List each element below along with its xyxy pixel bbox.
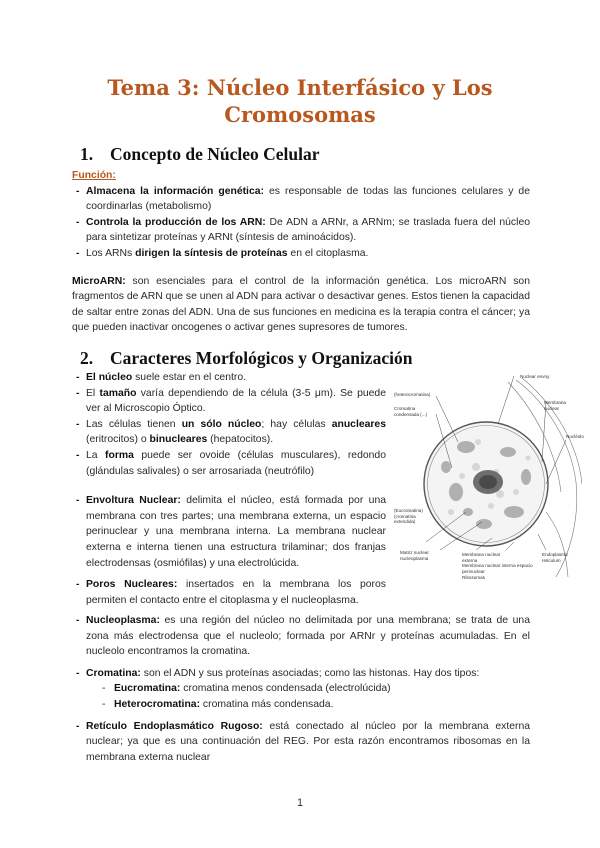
microarn-paragraph — [72, 274, 530, 336]
char-item-2-pre: El — [86, 387, 100, 399]
envoltura-bold: Envoltura Nuclear: — [86, 495, 181, 507]
reticulo-item — [76, 719, 530, 766]
label-nuclear-envoy: Nuclear envoy — [520, 374, 550, 379]
document-title — [60, 74, 540, 128]
label-espacio-perinuclear: Membrana nuclear interna espacio perinuclear — [462, 563, 533, 574]
title-line-2: Cromosomas — [224, 102, 376, 127]
label-membrana-externa: Membrana nuclear externa — [462, 552, 501, 563]
funcion-item-2-text: De ADN a ARNr, a ARNm; se traslada fuera del núcleo para sintetizar proteínas y ARNt (síntesis de aminoácidos). — [86, 216, 530, 244]
label-reticulo-endoplasmico: Endoplasmic reticulum — [542, 552, 569, 563]
cromatina-item — [76, 666, 530, 682]
poros-text: insertados en la membrana los poros permiten el contacto entre el citoplasma y el nucleoplasma. — [86, 579, 386, 606]
eucromatina-item — [76, 681, 530, 697]
char-item-4-text: puede ser ovoide (células musculares), redondo (glándulas salivales) o ser arrosariada (neutrófilo) — [86, 449, 386, 477]
poros-bold: Poros Nucleares: — [86, 579, 178, 591]
char-item-3 — [76, 417, 386, 448]
label-membrana-nuclear: Membrana nuclear — [544, 400, 566, 411]
char-item-3-bold1: un sólo núcleo — [181, 418, 262, 430]
funcion-item-3-post: en el citoplasma. — [287, 247, 369, 259]
eucromatina-text: cromatina menos condensada (electrolúcida) — [180, 683, 391, 695]
char-item-3-mid2: (eritrocitos) o — [86, 434, 150, 446]
nucleus-diagram — [396, 372, 582, 586]
funcion-item-2 — [76, 215, 530, 246]
funcion-item-3-pre: Los ARNs — [86, 247, 136, 259]
section-2-title: Caracteres Morfológicos y Organización — [110, 348, 413, 368]
nucleoplasma-item — [76, 613, 530, 660]
char-item-3-post: (hepatocitos). — [207, 434, 274, 446]
label-cromatina-condensada: Cromatina condensada (...) — [394, 406, 428, 417]
cromatina-bold: Cromatina: — [86, 667, 141, 679]
envoltura-item — [76, 493, 386, 571]
char-item-2-bold: tamaño — [99, 387, 137, 399]
label-eucromatina: (Eucromatina) (cromatina extendida) — [394, 508, 423, 525]
section-1-number: 1. — [80, 144, 94, 164]
heterocromatina-text: cromatina más condensada. — [200, 698, 334, 710]
char-item-4-bold: forma — [105, 449, 134, 461]
char-item-3-mid: ; hay células — [261, 418, 332, 430]
page-number: 1 — [296, 797, 304, 809]
poros-item — [76, 577, 386, 608]
funcion-item-1 — [76, 184, 530, 215]
char-item-2 — [76, 386, 386, 417]
section-2-lower — [76, 613, 530, 765]
char-item-1-bold: El núcleo — [86, 372, 133, 383]
section-1-title: Concepto de Núcleo Celular — [110, 144, 320, 164]
label-matriz-nuclear: Matriz nuclear nucleoplasma — [400, 550, 429, 561]
label-nucleolo: Nucléolo — [566, 434, 584, 439]
section-1-body — [72, 168, 530, 336]
funcion-item-2-bold: Controla la producción de los ARN: — [86, 216, 266, 228]
heterocromatina-item — [76, 697, 530, 713]
eucromatina-bold: Eucromatina: — [114, 683, 181, 695]
microarn-bold: MicroARN: — [72, 275, 126, 287]
funcion-label: Función: — [72, 170, 116, 181]
microarn-text: son esenciales para el control de la información genética. Los microARN son fragmentos de ARN que se unen al ADN para activar o desactivar genes. Estos tienen la capacidad de saltar entre zonas del ADN. Una de sus funciones en medicina es la terapia contra el cáncer; ya que pueden inactivar oncogenes o activar genes supresores de tumores. — [72, 275, 530, 334]
section-1-heading — [80, 144, 320, 165]
char-item-3-bold2: anucleares — [331, 418, 386, 430]
heterocromatina-bold: Heterocromatina: — [114, 698, 201, 710]
funcion-item-3 — [76, 246, 530, 262]
characteristics-list — [76, 370, 386, 608]
section-2-number: 2. — [80, 348, 94, 368]
section-2-heading — [80, 348, 412, 369]
char-item-4 — [76, 448, 386, 479]
char-item-3-pre: Las células tienen — [86, 418, 182, 430]
funcion-item-3-bold: dirigen la síntesis de proteínas — [135, 247, 288, 259]
char-item-4-pre: La — [86, 449, 106, 461]
envoltura-text: delimita el núcleo, está formada por una membrana con tres partes; una membrana externa, un espacio perinuclear y una membrana interna. La membrana nuclear externa e interna tienen una estructura trilaminar; dos franjas electrodensas (osmiófilas) y una electrolúcida. — [86, 495, 386, 569]
char-item-3-bold3: binucleares — [149, 434, 208, 446]
nucleoplasma-bold: Nucleoplasma: — [86, 615, 160, 626]
char-item-1-text: suele estar en el centro. — [132, 372, 246, 383]
char-item-2-text: varía dependiendo de la célula (3-5 μm). Se puede ver al Microscopio Óptico. — [86, 387, 386, 415]
funcion-item-1-text: es responsable de todas las funciones celulares y de coordinarlas (metabolismo) — [86, 185, 530, 213]
cromatina-text: son el ADN y sus proteínas asociadas; como las histonas. Hay dos tipos: — [140, 667, 480, 679]
label-ribosomas: Ribosomas — [462, 575, 485, 580]
nucleoplasma-text: es una región del núcleo no delimitada por una membrana; se trata de una zona más electrodensa que el nucleolo; formada por ARNr y proteínas acumuladas. En el nucleolo encontramos la cromatina. — [86, 615, 530, 658]
reticulo-text: está conectado al núcleo por la membrana externa nuclear; ya que es una continuación del REG. Por esta razón encontramos ribosomas en la membrana externa nuclear — [86, 720, 530, 763]
title-line-1: Tema 3: Núcleo Interfásico y Los — [107, 75, 493, 100]
reticulo-bold: Retículo Endoplasmático Rugoso: — [86, 720, 263, 732]
char-item-1 — [76, 370, 386, 386]
funcion-item-1-bold: Almacena la información genética: — [86, 185, 264, 197]
label-heterocromatina: (heterocromatina) — [394, 392, 431, 397]
